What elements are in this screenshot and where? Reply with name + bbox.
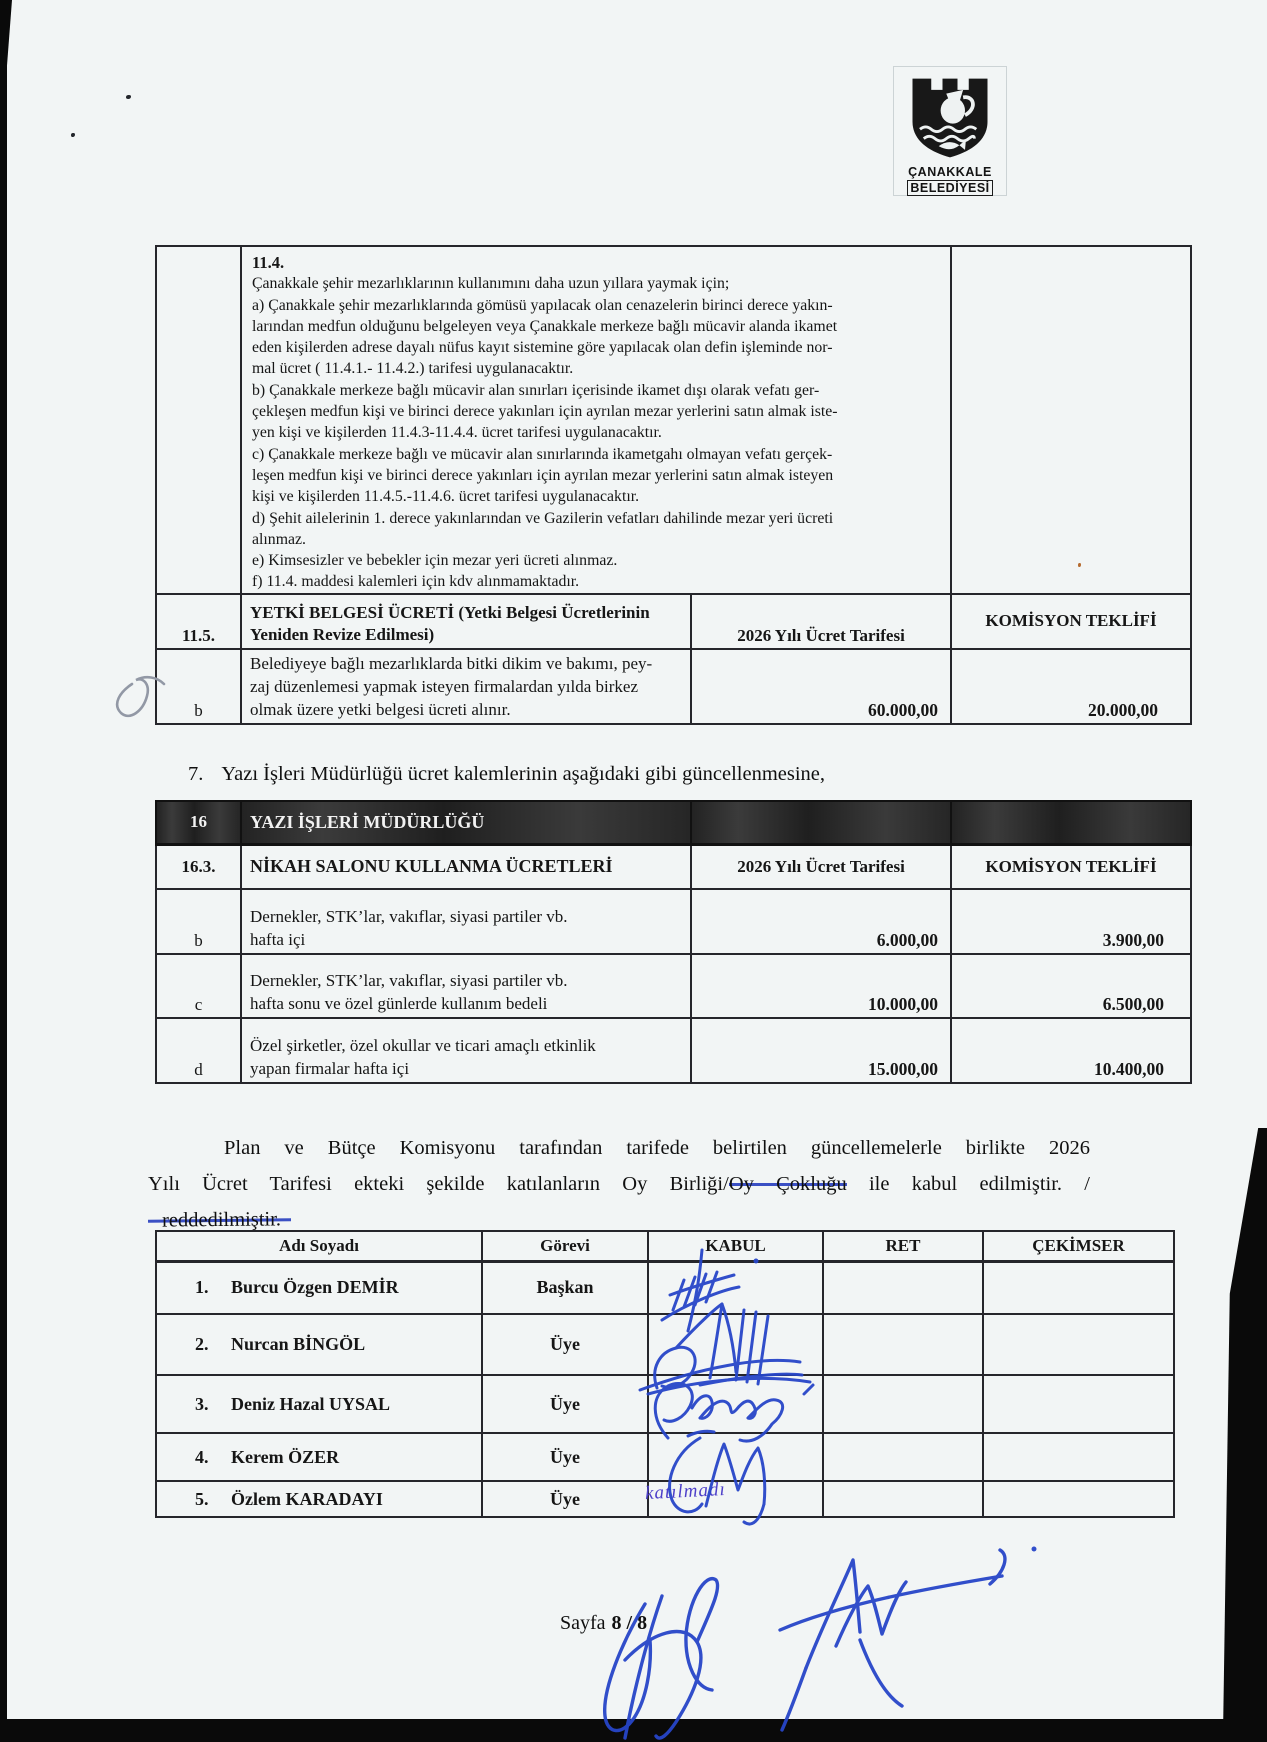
dust-speck bbox=[126, 95, 131, 99]
logo-caption-line2: BELEDİYESİ bbox=[907, 180, 992, 196]
komisyon-value: 6.500,00 bbox=[951, 954, 1191, 1018]
col-header-kabul: KABUL bbox=[648, 1231, 823, 1261]
dust-speck bbox=[71, 133, 75, 137]
handwritten-note-katilmadi: katılmadı bbox=[644, 1478, 727, 1505]
clause-code: 11.4. bbox=[252, 253, 285, 272]
struck-text-reddedilmistir: reddedilmiştir. bbox=[148, 1201, 291, 1238]
ret-cell bbox=[823, 1433, 983, 1481]
member-role: Üye bbox=[482, 1433, 648, 1481]
vote-header-row bbox=[156, 1231, 1174, 1261]
ret-cell bbox=[823, 1314, 983, 1375]
decision-line-2: Yılı Ücret Tarifesi ekteki şekilde katılanların Oy Birliği/Oy Çokluğu ile kabul edilmiştir. / bbox=[148, 1173, 1090, 1195]
cekimser-cell bbox=[983, 1433, 1174, 1481]
row-title-cell: YETKİ BELGESİ ÜCRETİ (Yetki Belgesi Ücretlerinin Yeniden Revize Edilmesi) bbox=[241, 594, 691, 649]
page-number-footer: Sayfa 8 / 8 bbox=[560, 1612, 648, 1634]
kabul-cell bbox=[648, 1375, 823, 1433]
col-header-cekimser: ÇEKİMSER bbox=[983, 1231, 1174, 1261]
agenda-item-7-heading bbox=[188, 763, 825, 786]
row-desc-cell: Belediyeye bağlı mezarlıklarda bitki dikim ve bakımı, pey- zaj düzenlemesi yapmak isteyen firmalardan yılda birkez olmak üzere yetki belgesi ücreti alınır. bbox=[241, 649, 691, 724]
komisyon-value: 20.000,00 bbox=[951, 649, 1191, 724]
struck-text-oy-coklugu: Oy Çokluğu bbox=[728, 1173, 847, 1195]
kabul-cell bbox=[648, 1261, 823, 1314]
komisyon-value: 10.400,00 bbox=[951, 1018, 1191, 1083]
tarife-value: 60.000,00 bbox=[691, 649, 951, 724]
member-role: Üye bbox=[482, 1375, 648, 1433]
vote-signature-table bbox=[155, 1230, 1175, 1518]
logo-caption-line1: ÇANAKKALE bbox=[908, 165, 992, 179]
item-number: 7. bbox=[188, 763, 204, 785]
clause-11-4-text-cell: 11.4. Çanakkale şehir mezarlıklarının kullanımını daha uzun yıllara yaymak için; a) Çanakkale şehir mezarlıklarında gömüsü yapılacak olan cenazelerin birinci derece yakın- larından medfun olduğunu belgeleyen veya Çanakkale merkeze bağlı mücavir alanda ikamet eden kişilerden adrese dayalı nüfus kayıt sistemine göre yapılacak olan defin işleminde nor- mal ücret ( 11.4.1.- 11.4.2.) tarifesi uygulanacaktır. b) Çanakkale merkeze bağlı mücavir alan sınırları içerisinde ikamet dışı olarak vefatı ger- çekleşen medfun kişi ve birinci derece yakınları için ayrılan mezar yerlerini satın almak iste- yen kişi ve kişilerden 11.4.3-11.4.4. ücret tarifesi uygulanacaktır. c) Çanakkale merkeze bağlı ve mücavir alan sınırlarında ikametgahı olmayan vefatı gerçek- leşen medfun kişi ve birinci derece yakınları için ayrılan mezar yerlerini satın almak isteyen kişi ve kişilerden 11.4.5.-11.4.6. ücret tarifesi uygulanacaktır. d) Şehit ailelerinin 1. derece yakınlarından ve Gazilerin vefatları dahilinde mezar yeri ücreti alınmaz. e) Kimsesizler ve bebekler için mezar yeri ücreti alınmaz. f) 11.4. maddesi kalemleri için kdv alınmamaktadır. bbox=[241, 246, 951, 594]
row-title: NİKAH SALONU KULLANMA ÜCRETLERİ bbox=[241, 844, 691, 889]
row-number: c bbox=[156, 954, 241, 1018]
table-row-16-3-b bbox=[156, 889, 1191, 954]
column-header-komisyon: KOMİSYON TEKLİFİ bbox=[951, 594, 1191, 649]
row-desc-cell: Dernekler, STK’lar, vakıflar, siyasi partiler vb. hafta sonu ve özel günlerde kullanım bedeli bbox=[241, 954, 691, 1018]
section-title: YAZI İŞLERİ MÜDÜRLÜĞÜ bbox=[241, 801, 691, 844]
tarife-value: 10.000,00 bbox=[691, 954, 951, 1018]
scan-edge-bottom bbox=[0, 1719, 1267, 1742]
decision-line-1: Plan ve Bütçe Komisyonu tarafından tarifede belirtilen güncellemelerle birlikte 2026 bbox=[224, 1137, 1090, 1159]
table-row-16-3-d bbox=[156, 1018, 1191, 1083]
cekimser-cell bbox=[983, 1314, 1174, 1375]
vote-row-4 bbox=[156, 1433, 1174, 1481]
row-label-cell bbox=[156, 246, 241, 594]
tarife-value: 6.000,00 bbox=[691, 889, 951, 954]
vote-row-1 bbox=[156, 1261, 1174, 1314]
table-row-11-4 bbox=[156, 246, 1191, 594]
member-role: Başkan bbox=[482, 1261, 648, 1314]
row-number: 11.5. bbox=[156, 594, 241, 649]
row-number: b bbox=[156, 649, 241, 724]
footer-signature-right bbox=[780, 1547, 1037, 1731]
tarife-value: 15.000,00 bbox=[691, 1018, 951, 1083]
row-desc-cell: Dernekler, STK’lar, vakıflar, siyasi partiler vb. hafta içi bbox=[241, 889, 691, 954]
column-header-tarife: 2026 Yılı Ücret Tarifesi bbox=[691, 594, 951, 649]
canakkale-municipality-logo bbox=[893, 66, 1007, 196]
row-number: d bbox=[156, 1018, 241, 1083]
table-row-16-3-c bbox=[156, 954, 1191, 1018]
col-header-ret: RET bbox=[823, 1231, 983, 1261]
fee-table-11 bbox=[155, 245, 1192, 725]
decision-paragraph bbox=[148, 1130, 1090, 1238]
section-bar-cell bbox=[691, 801, 951, 844]
item-text: Yazı İşleri Müdürlüğü ücret kalemlerinin aşağıdaki gibi güncellenmesine, bbox=[221, 763, 826, 785]
kabul-cell bbox=[648, 1314, 823, 1375]
section-bar-cell bbox=[951, 801, 1191, 844]
col-header-role: Görevi bbox=[482, 1231, 648, 1261]
vote-row-2 bbox=[156, 1314, 1174, 1375]
row-number: 16.3. bbox=[156, 844, 241, 889]
scan-edge-left bbox=[0, 0, 7, 1742]
table-row-11-5-b bbox=[156, 649, 1191, 724]
member-role: Üye bbox=[482, 1314, 648, 1375]
vote-row-3 bbox=[156, 1375, 1174, 1433]
member-name-cell: 5. Özlem KARADAYI bbox=[156, 1481, 482, 1517]
ret-cell bbox=[823, 1375, 983, 1433]
table-row-16-3 bbox=[156, 844, 1191, 889]
member-name-cell: 4. Kerem ÖZER bbox=[156, 1433, 482, 1481]
shield-crest-icon bbox=[906, 73, 994, 163]
kabul-cell bbox=[648, 1433, 823, 1481]
empty-cell bbox=[951, 246, 1191, 594]
footer-signature-left bbox=[605, 1579, 718, 1738]
scan-edge-right bbox=[1218, 1128, 1267, 1742]
row-number: b bbox=[156, 889, 241, 954]
row-desc-cell: Özel şirketler, özel okullar ve ticari amaçlı etkinlik yapan firmalar hafta içi bbox=[241, 1018, 691, 1083]
section-header-bar bbox=[156, 801, 1191, 844]
cekimser-cell bbox=[983, 1481, 1174, 1517]
column-header-komisyon: KOMİSYON TEKLİFİ bbox=[951, 844, 1191, 889]
ret-cell bbox=[823, 1261, 983, 1314]
table-row-11-5 bbox=[156, 594, 1191, 649]
member-name-cell: 2. Nurcan BİNGÖL bbox=[156, 1314, 482, 1375]
section-number: 16 bbox=[156, 801, 241, 844]
cekimser-cell bbox=[983, 1375, 1174, 1433]
col-header-name: Adı Soyadı bbox=[156, 1231, 482, 1261]
member-name-cell: 1. Burcu Özgen DEMİR bbox=[156, 1261, 482, 1314]
komisyon-value: 3.900,00 bbox=[951, 889, 1191, 954]
member-name-cell: 3. Deniz Hazal UYSAL bbox=[156, 1375, 482, 1433]
cekimser-cell bbox=[983, 1261, 1174, 1314]
fee-table-16 bbox=[155, 800, 1192, 1084]
member-role: Üye bbox=[482, 1481, 648, 1517]
column-header-tarife: 2026 Yılı Ücret Tarifesi bbox=[691, 844, 951, 889]
ret-cell bbox=[823, 1481, 983, 1517]
